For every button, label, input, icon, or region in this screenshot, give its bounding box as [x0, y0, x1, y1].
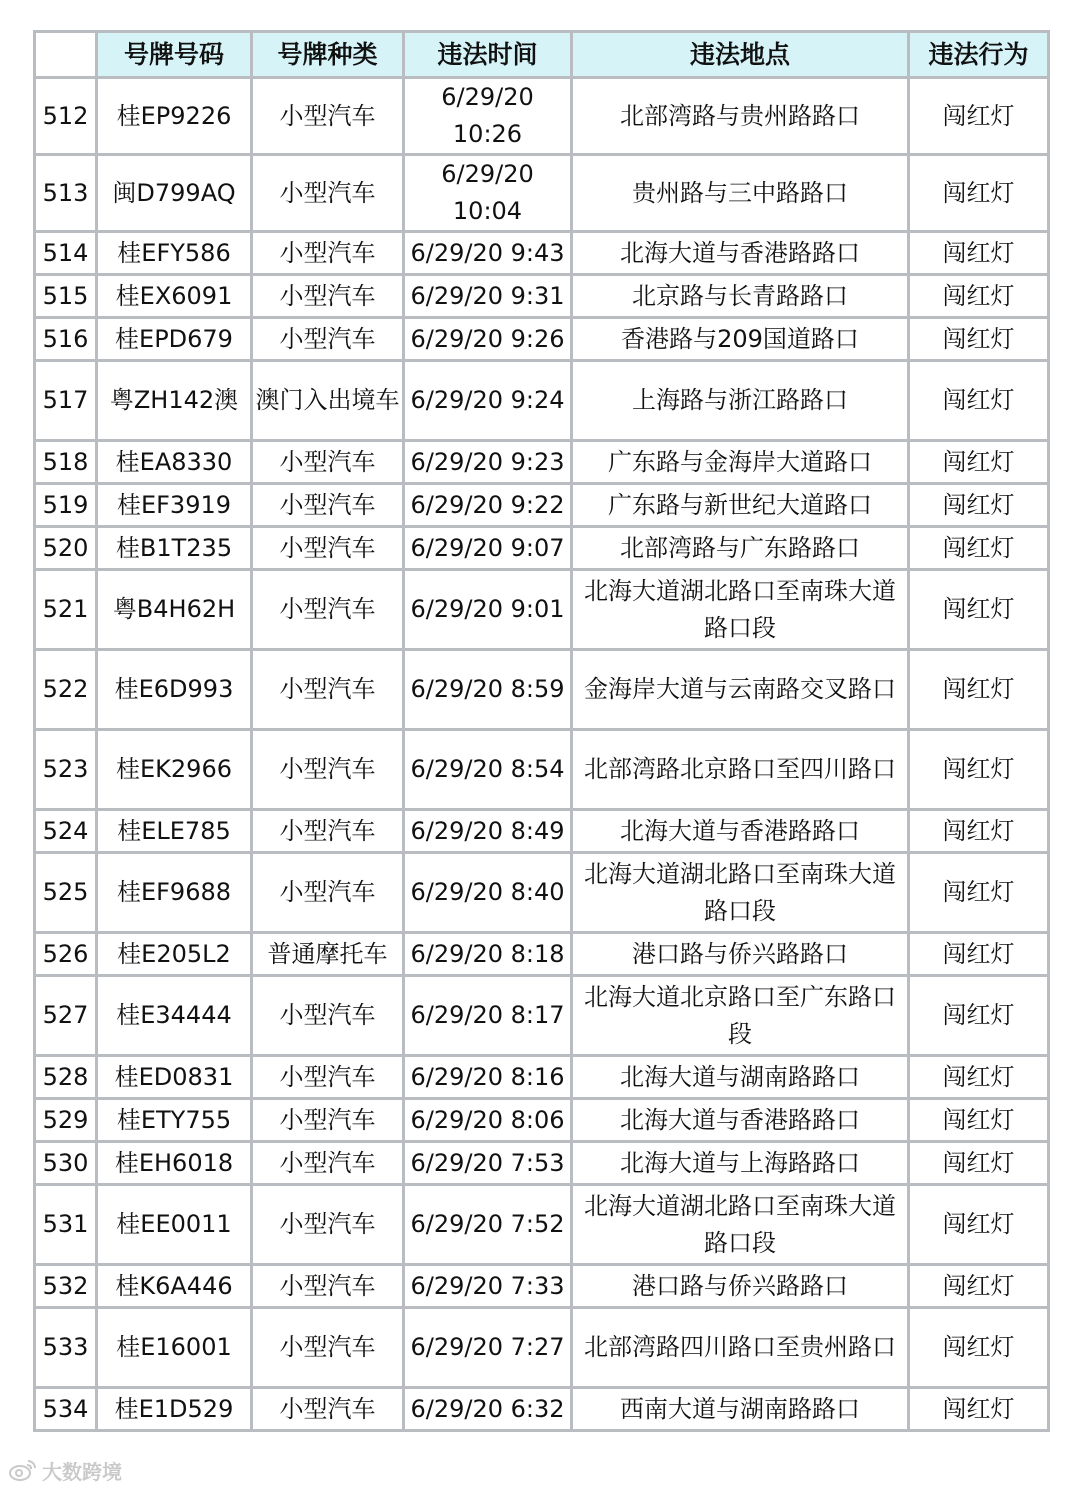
violation-time-cell: 6/29/20 8:18 [404, 933, 572, 976]
row-index-cell: 523 [35, 730, 97, 810]
violation-act-cell: 闯红灯 [909, 853, 1049, 933]
violation-place-cell: 港口路与侨兴路路口 [572, 933, 909, 976]
header-plate-type: 号牌种类 [252, 32, 404, 78]
violation-time-cell: 6/29/20 10:04 [404, 155, 572, 232]
table-row [35, 976, 1049, 1056]
plate-type-cell: 小型汽车 [252, 1388, 404, 1431]
watermark [8, 1455, 122, 1485]
row-index-cell: 519 [35, 484, 97, 527]
violation-act-cell: 闯红灯 [909, 810, 1049, 853]
violation-time-cell: 6/29/20 9:22 [404, 484, 572, 527]
violation-place-cell: 北海大道湖北路口至南珠大道路口段 [572, 853, 909, 933]
header-plate-number: 号牌号码 [97, 32, 252, 78]
violation-place-cell: 北部湾路与贵州路路口 [572, 78, 909, 155]
row-index-cell: 516 [35, 318, 97, 361]
plate-type-cell: 小型汽车 [252, 810, 404, 853]
violation-place-cell: 香港路与209国道路口 [572, 318, 909, 361]
table-row [35, 78, 1049, 155]
violation-place-cell: 北海大道与香港路路口 [572, 810, 909, 853]
row-index-cell: 524 [35, 810, 97, 853]
plate-number-cell: 桂E205L2 [97, 933, 252, 976]
table-row [35, 1142, 1049, 1185]
plate-type-cell: 小型汽车 [252, 650, 404, 730]
plate-number-cell: 粤ZH142澳 [97, 361, 252, 441]
plate-type-cell: 小型汽车 [252, 853, 404, 933]
violation-act-cell: 闯红灯 [909, 78, 1049, 155]
row-index-cell: 520 [35, 527, 97, 570]
plate-type-cell: 小型汽车 [252, 1056, 404, 1099]
table-row [35, 933, 1049, 976]
plate-type-cell: 小型汽车 [252, 1142, 404, 1185]
violation-time-cell: 6/29/20 7:53 [404, 1142, 572, 1185]
plate-type-cell: 小型汽车 [252, 1099, 404, 1142]
violation-act-cell: 闯红灯 [909, 1185, 1049, 1265]
table-row [35, 1308, 1049, 1388]
violation-place-cell: 北海大道湖北路口至南珠大道路口段 [572, 1185, 909, 1265]
table-row [35, 1265, 1049, 1308]
violation-time-cell: 6/29/20 9:01 [404, 570, 572, 650]
plate-number-cell: 桂E6D993 [97, 650, 252, 730]
plate-number-cell: 桂EFY586 [97, 232, 252, 275]
plate-type-cell: 小型汽车 [252, 275, 404, 318]
violation-time-cell: 6/29/20 8:49 [404, 810, 572, 853]
violation-place-cell: 北京路与长青路路口 [572, 275, 909, 318]
violation-place-cell: 北部湾路北京路口至四川路口 [572, 730, 909, 810]
table-body [35, 78, 1049, 1431]
row-index-cell: 513 [35, 155, 97, 232]
table-row [35, 484, 1049, 527]
violation-time-cell: 6/29/20 9:23 [404, 441, 572, 484]
violation-act-cell: 闯红灯 [909, 650, 1049, 730]
row-index-cell: 512 [35, 78, 97, 155]
violation-act-cell: 闯红灯 [909, 1265, 1049, 1308]
row-index-cell: 530 [35, 1142, 97, 1185]
violation-act-cell: 闯红灯 [909, 933, 1049, 976]
violation-place-cell: 上海路与浙江路路口 [572, 361, 909, 441]
plate-type-cell: 小型汽车 [252, 318, 404, 361]
violation-place-cell: 北海大道与香港路路口 [572, 1099, 909, 1142]
row-index-cell: 515 [35, 275, 97, 318]
violation-act-cell: 闯红灯 [909, 441, 1049, 484]
table-header-row [35, 32, 1049, 78]
table-row [35, 730, 1049, 810]
plate-number-cell: 桂EX6091 [97, 275, 252, 318]
violation-time-cell: 6/29/20 9:43 [404, 232, 572, 275]
violation-place-cell: 港口路与侨兴路路口 [572, 1265, 909, 1308]
plate-number-cell: 桂EPD679 [97, 318, 252, 361]
row-index-cell: 525 [35, 853, 97, 933]
violation-time-cell: 6/29/20 7:52 [404, 1185, 572, 1265]
plate-type-cell: 小型汽车 [252, 78, 404, 155]
row-index-cell: 517 [35, 361, 97, 441]
table-row [35, 232, 1049, 275]
row-index-cell: 518 [35, 441, 97, 484]
violation-table [33, 30, 1050, 1432]
violation-act-cell: 闯红灯 [909, 976, 1049, 1056]
row-index-cell: 521 [35, 570, 97, 650]
plate-type-cell: 小型汽车 [252, 527, 404, 570]
plate-type-cell: 小型汽车 [252, 570, 404, 650]
violation-act-cell: 闯红灯 [909, 1142, 1049, 1185]
plate-number-cell: 桂ETY755 [97, 1099, 252, 1142]
violation-act-cell: 闯红灯 [909, 1388, 1049, 1431]
row-index-cell: 529 [35, 1099, 97, 1142]
plate-type-cell: 小型汽车 [252, 484, 404, 527]
plate-type-cell: 普通摩托车 [252, 933, 404, 976]
table-row [35, 527, 1049, 570]
table-row [35, 1099, 1049, 1142]
violation-time-cell: 6/29/20 8:17 [404, 976, 572, 1056]
plate-number-cell: 桂EH6018 [97, 1142, 252, 1185]
table-row [35, 155, 1049, 232]
plate-number-cell: 桂ELE785 [97, 810, 252, 853]
violation-place-cell: 贵州路与三中路路口 [572, 155, 909, 232]
violation-act-cell: 闯红灯 [909, 484, 1049, 527]
violation-act-cell: 闯红灯 [909, 232, 1049, 275]
plate-number-cell: 桂B1T235 [97, 527, 252, 570]
table-row [35, 361, 1049, 441]
violation-place-cell: 北海大道北京路口至广东路口段 [572, 976, 909, 1056]
header-violation-place: 违法地点 [572, 32, 909, 78]
plate-type-cell: 小型汽车 [252, 441, 404, 484]
violation-act-cell: 闯红灯 [909, 318, 1049, 361]
violation-act-cell: 闯红灯 [909, 1308, 1049, 1388]
violation-time-cell: 6/29/20 8:06 [404, 1099, 572, 1142]
plate-type-cell: 小型汽车 [252, 976, 404, 1056]
plate-type-cell: 澳门入出境车 [252, 361, 404, 441]
violation-time-cell: 6/29/20 9:24 [404, 361, 572, 441]
violation-place-cell: 西南大道与湖南路路口 [572, 1388, 909, 1431]
row-index-cell: 534 [35, 1388, 97, 1431]
table-row [35, 1185, 1049, 1265]
row-index-cell: 528 [35, 1056, 97, 1099]
table-row [35, 318, 1049, 361]
violation-act-cell: 闯红灯 [909, 527, 1049, 570]
plate-type-cell: 小型汽车 [252, 730, 404, 810]
row-index-cell: 527 [35, 976, 97, 1056]
violation-time-cell: 6/29/20 8:40 [404, 853, 572, 933]
table-row [35, 570, 1049, 650]
plate-type-cell: 小型汽车 [252, 155, 404, 232]
header-violation-time: 违法时间 [404, 32, 572, 78]
plate-type-cell: 小型汽车 [252, 1185, 404, 1265]
violation-time-cell: 6/29/20 8:16 [404, 1056, 572, 1099]
header-violation-act: 违法行为 [909, 32, 1049, 78]
row-index-cell: 526 [35, 933, 97, 976]
violation-place-cell: 北海大道与上海路路口 [572, 1142, 909, 1185]
violation-time-cell: 6/29/20 7:33 [404, 1265, 572, 1308]
plate-type-cell: 小型汽车 [252, 1308, 404, 1388]
violation-place-cell: 北部湾路与广东路路口 [572, 527, 909, 570]
table-row [35, 275, 1049, 318]
plate-number-cell: 桂EF9688 [97, 853, 252, 933]
violation-act-cell: 闯红灯 [909, 1099, 1049, 1142]
violation-act-cell: 闯红灯 [909, 730, 1049, 810]
plate-number-cell: 桂EF3919 [97, 484, 252, 527]
violation-act-cell: 闯红灯 [909, 1056, 1049, 1099]
weibo-logo-icon [8, 1458, 38, 1482]
plate-number-cell: 桂E16001 [97, 1308, 252, 1388]
row-index-cell: 531 [35, 1185, 97, 1265]
row-index-cell: 533 [35, 1308, 97, 1388]
violation-act-cell: 闯红灯 [909, 275, 1049, 318]
plate-number-cell: 桂EE0011 [97, 1185, 252, 1265]
watermark-text: 大数跨境 [42, 1459, 122, 1484]
violation-place-cell: 金海岸大道与云南路交叉路口 [572, 650, 909, 730]
plate-number-cell: 粤B4H62H [97, 570, 252, 650]
violation-act-cell: 闯红灯 [909, 570, 1049, 650]
violation-time-cell: 6/29/20 7:27 [404, 1308, 572, 1388]
plate-number-cell: 桂E1D529 [97, 1388, 252, 1431]
plate-number-cell: 桂E34444 [97, 976, 252, 1056]
plate-number-cell: 桂EK2966 [97, 730, 252, 810]
table-row [35, 441, 1049, 484]
violation-time-cell: 6/29/20 9:26 [404, 318, 572, 361]
violation-place-cell: 北海大道与香港路路口 [572, 232, 909, 275]
plate-type-cell: 小型汽车 [252, 1265, 404, 1308]
violation-place-cell: 北部湾路四川路口至贵州路口 [572, 1308, 909, 1388]
table-row [35, 1388, 1049, 1431]
plate-number-cell: 桂EA8330 [97, 441, 252, 484]
violation-time-cell: 6/29/20 8:59 [404, 650, 572, 730]
row-index-cell: 514 [35, 232, 97, 275]
table-row [35, 810, 1049, 853]
violation-time-cell: 6/29/20 9:07 [404, 527, 572, 570]
plate-number-cell: 桂ED0831 [97, 1056, 252, 1099]
plate-number-cell: 闽D799AQ [97, 155, 252, 232]
violation-act-cell: 闯红灯 [909, 361, 1049, 441]
row-index-cell: 532 [35, 1265, 97, 1308]
plate-number-cell: 桂K6A446 [97, 1265, 252, 1308]
table-row [35, 853, 1049, 933]
violation-place-cell: 北海大道与湖南路路口 [572, 1056, 909, 1099]
table-row [35, 650, 1049, 730]
violation-time-cell: 6/29/20 6:32 [404, 1388, 572, 1431]
violation-act-cell: 闯红灯 [909, 155, 1049, 232]
table-row [35, 1056, 1049, 1099]
violation-place-cell: 广东路与新世纪大道路口 [572, 484, 909, 527]
violation-time-cell: 6/29/20 9:31 [404, 275, 572, 318]
plate-number-cell: 桂EP9226 [97, 78, 252, 155]
header-index [35, 32, 97, 78]
violation-place-cell: 北海大道湖北路口至南珠大道路口段 [572, 570, 909, 650]
violation-time-cell: 6/29/20 10:26 [404, 78, 572, 155]
plate-type-cell: 小型汽车 [252, 232, 404, 275]
violation-time-cell: 6/29/20 8:54 [404, 730, 572, 810]
violation-place-cell: 广东路与金海岸大道路口 [572, 441, 909, 484]
row-index-cell: 522 [35, 650, 97, 730]
